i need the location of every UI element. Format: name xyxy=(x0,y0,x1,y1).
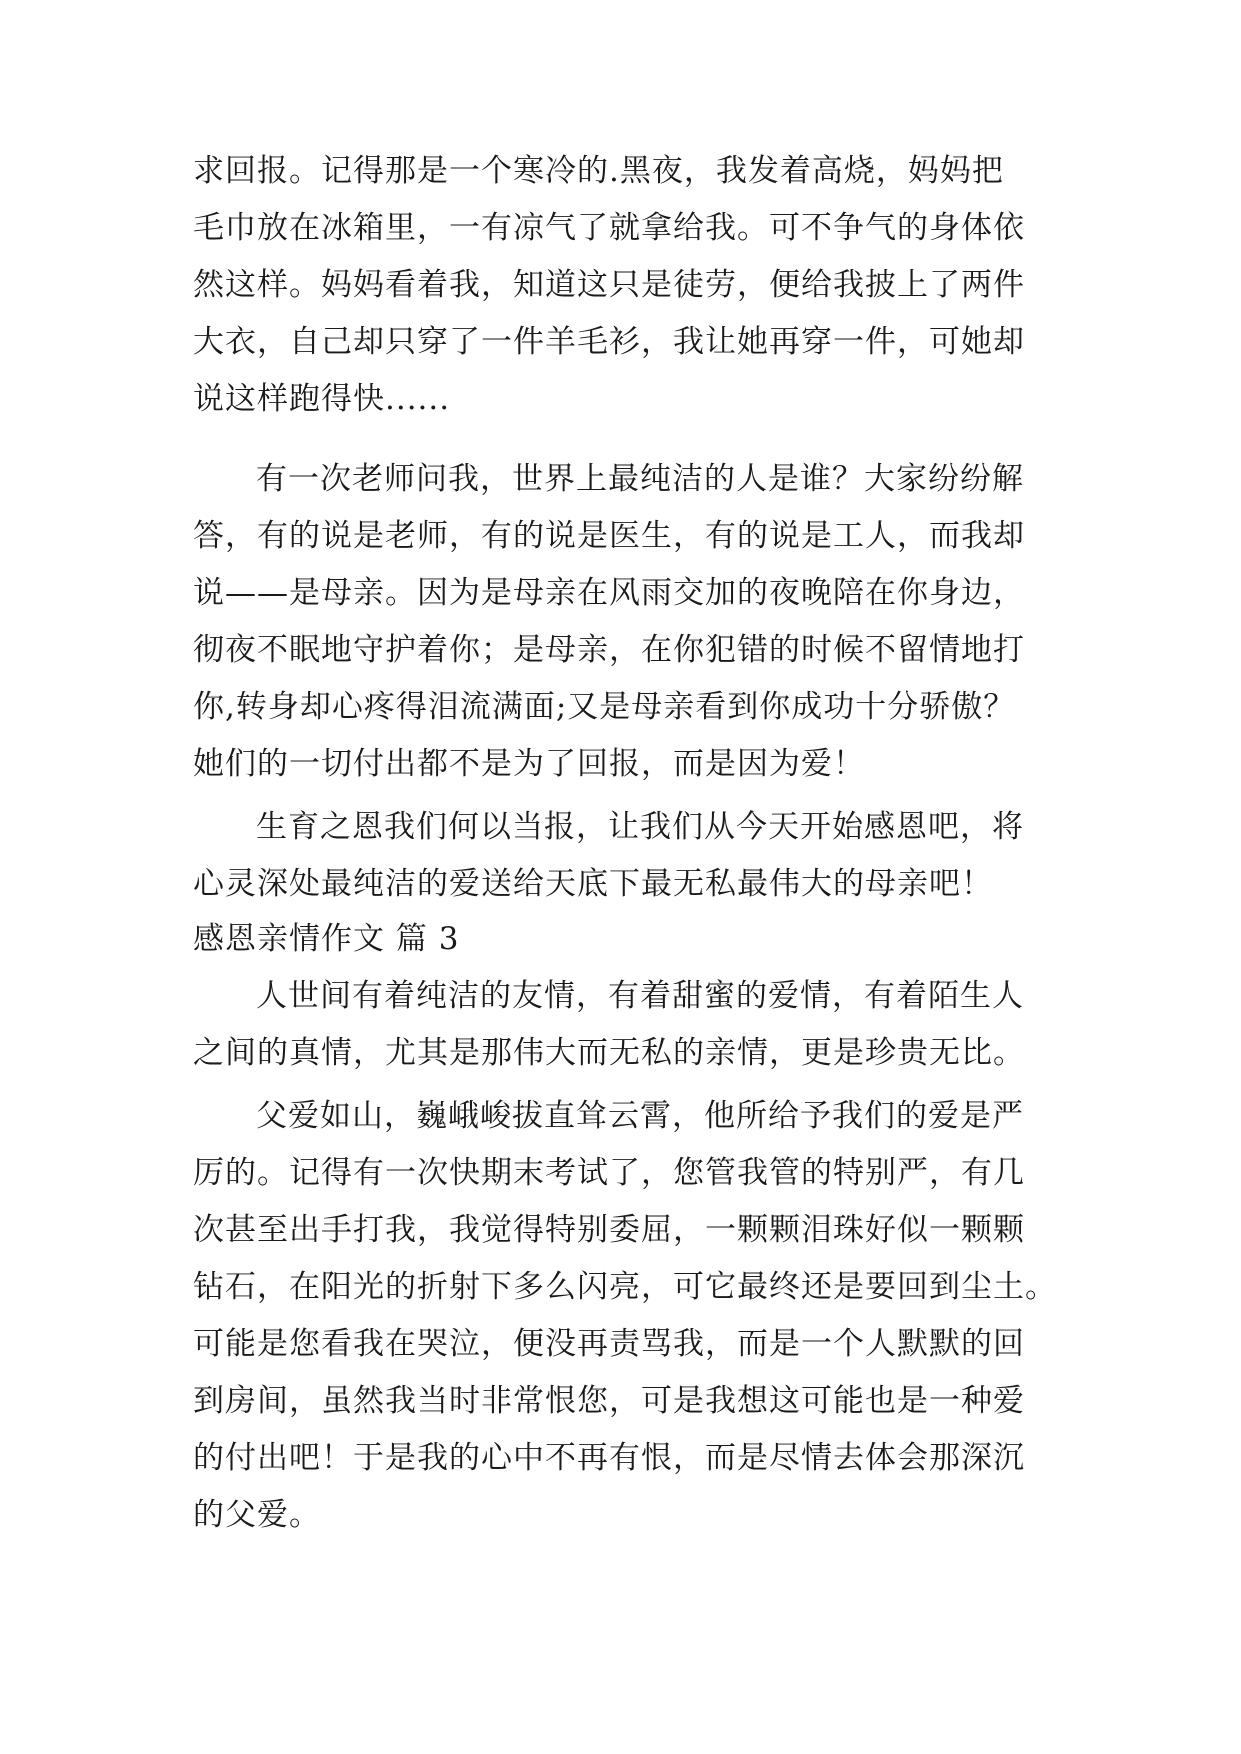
section-heading: 感恩亲情作文 篇 3 xyxy=(193,921,460,957)
text-line: 然这样。妈妈看着我，知道这只是徒劳，便给我披上了两件 xyxy=(193,267,1025,303)
paragraph-first-line: 父爱如山，巍峨峻拔直耸云霄，他所给予我们的爱是严 xyxy=(256,1098,1024,1134)
text-line: 的付出吧！于是我的心中不再有恨，而是尽情去体会那深沉 xyxy=(193,1440,1025,1476)
text-line: 之间的真情，尤其是那伟大而无私的亲情，更是珍贵无比。 xyxy=(193,1035,1025,1071)
text-line: 钻石，在阳光的折射下多么闪亮，可它最终还是要回到尘土。 xyxy=(193,1269,1057,1305)
text-line: 可能是您看我在哭泣，便没再责骂我，而是一个人默默的回 xyxy=(193,1326,1025,1362)
text-line: 心灵深处最纯洁的爱送给天底下最无私最伟大的母亲吧！ xyxy=(193,866,993,902)
text-line: 答，有的说是老师，有的说是医生，有的说是工人，而我却 xyxy=(193,518,1025,554)
text-line: 的父爱。 xyxy=(193,1497,321,1533)
text-line: 大衣，自己却只穿了一件羊毛衫，我让她再穿一件，可她却 xyxy=(193,324,1025,360)
text-line: 次甚至出手打我，我觉得特别委屈，一颗颗泪珠好似一颗颗 xyxy=(193,1212,1025,1248)
text-line: 毛巾放在冰箱里，一有凉气了就拿给我。可不争气的身体依 xyxy=(193,210,1025,246)
text-line: 彻夜不眠地守护着你；是母亲，在你犯错的时候不留情地打 xyxy=(193,632,1025,668)
text-line: 厉的。记得有一次快期末考试了，您管我管的特别严，有几 xyxy=(193,1155,1025,1191)
text-line: 你,转身却心疼得泪流满面;又是母亲看到你成功十分骄傲？ xyxy=(193,689,1016,725)
text-line: 她们的一切付出都不是为了回报，而是因为爱！ xyxy=(193,746,865,782)
text-line: 到房间，虽然我当时非常恨您，可是我想这可能也是一种爱 xyxy=(193,1383,1025,1419)
text-line: 说这样跑得快...... xyxy=(193,381,451,417)
paragraph-first-line: 有一次老师问我，世界上最纯洁的人是谁？大家纷纷解 xyxy=(256,461,1024,497)
text-line: 说——是母亲。因为是母亲在风雨交加的夜晚陪在你身边， xyxy=(193,575,1025,611)
text-line: 求回报。记得那是一个寒冷的.黑夜，我发着高烧，妈妈把 xyxy=(193,153,1004,189)
paragraph-first-line: 生育之恩我们何以当报，让我们从今天开始感恩吧，将 xyxy=(256,809,1024,845)
paragraph-first-line: 人世间有着纯洁的友情，有着甜蜜的爱情，有着陌生人 xyxy=(256,978,1024,1014)
